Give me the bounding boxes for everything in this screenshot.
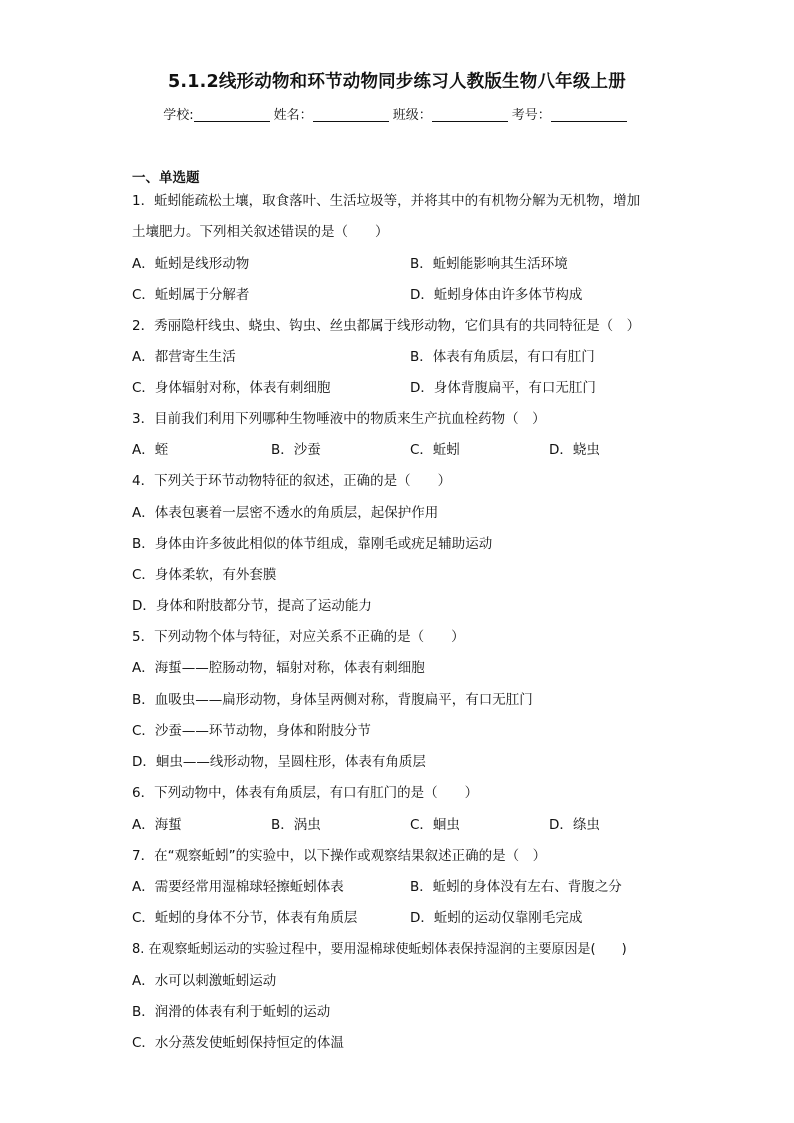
question-6-option-a[interactable]: A．海蜇: [132, 817, 182, 833]
question-4-option-d[interactable]: D．身体和附肢都分节，提高了运动能力: [132, 598, 372, 614]
question-2-stem: 2．秀丽隐杆线虫、蛲虫、钩虫、丝虫都属于线形动物，它们具有的共同特征是（ ）: [132, 318, 641, 334]
school-label: 学校:: [163, 108, 194, 123]
question-2-option-c[interactable]: C．身体辐射对称，体表有刺细胞: [132, 380, 331, 396]
question-1-option-a[interactable]: A．蚯蚓是线形动物: [132, 256, 250, 272]
question-2-option-b[interactable]: B．体表有角质层，有口有肛门: [410, 349, 595, 365]
question-1-stem-line2: 土壤肥力。下列相关叙述错误的是（ ）: [132, 224, 389, 240]
section-heading: 一、单选题: [132, 170, 200, 186]
question-7-option-a[interactable]: A．需要经常用湿棉球轻擦蚯蚓体表: [132, 879, 344, 895]
question-5-stem: 5．下列动物个体与特征，对应关系不正确的是（ ）: [132, 629, 465, 645]
question-3-option-b[interactable]: B．沙蚕: [271, 442, 321, 458]
name-blank[interactable]: [313, 107, 389, 122]
exam-number-label: 考号：: [511, 108, 551, 123]
question-1-option-c[interactable]: C．蚯蚓属于分解者: [132, 287, 250, 303]
question-8-stem: 8. 在观察蚯蚓运动的实验过程中，要用湿棉球使蚯蚓体表保持湿润的主要原因是( ): [132, 942, 627, 957]
exam-number-blank[interactable]: [551, 107, 627, 122]
question-5-option-a[interactable]: A．海蜇——腔肠动物，辐射对称，体表有刺细胞: [132, 660, 425, 676]
question-3-option-d[interactable]: D．蛲虫: [549, 442, 600, 458]
question-2-option-d[interactable]: D．身体背腹扁平，有口无肛门: [410, 380, 596, 396]
question-5-option-c[interactable]: C．沙蚕——环节动物，身体和附肢分节: [132, 723, 371, 739]
question-3-stem: 3．目前我们利用下列哪种生物唾液中的物质来生产抗血栓药物（ ）: [132, 411, 546, 427]
question-3-option-a[interactable]: A．蛭: [132, 442, 169, 458]
question-2-option-a[interactable]: A．都营寄生生活: [132, 349, 236, 365]
class-blank[interactable]: [432, 107, 508, 122]
question-7-option-d[interactable]: D．蚯蚓的运动仅靠刚毛完成: [410, 910, 583, 926]
student-info-line: [0, 104, 794, 123]
question-1-option-d[interactable]: D．蚯蚓身体由许多体节构成: [410, 287, 583, 303]
page-title: 5.1.2线形动物和环节动物同步练习人教版生物八年级上册: [168, 72, 626, 92]
question-6-option-d[interactable]: D．绦虫: [549, 817, 600, 833]
question-8-option-b[interactable]: B．润滑的体表有利于蚯蚓的运动: [132, 1004, 331, 1020]
question-5-option-b[interactable]: B．血吸虫——扁形动物，身体呈两侧对称，背腹扁平，有口无肛门: [132, 692, 533, 708]
question-4-option-c[interactable]: C．身体柔软，有外套膜: [132, 567, 277, 583]
question-1-stem-line1: 1．蚯蚓能疏松土壤，取食落叶、生活垃圾等，并将其中的有机物分解为无机物，增加: [132, 193, 641, 209]
name-label: 姓名：: [273, 108, 313, 123]
question-7-stem: 7．在“观察蚯蚓”的实验中，以下操作或观察结果叙述正确的是（ ）: [132, 848, 547, 864]
question-4-option-a[interactable]: A．体表包裹着一层密不透水的角质层，起保护作用: [132, 505, 439, 521]
question-5-option-d[interactable]: D．蛔虫——线形动物，呈圆柱形，体表有角质层: [132, 754, 426, 770]
question-8-option-a[interactable]: A．水可以刺激蚯蚓运动: [132, 973, 277, 989]
question-7-option-b[interactable]: B．蚯蚓的身体没有左右、背腹之分: [410, 879, 622, 895]
question-3-option-c[interactable]: C．蚯蚓: [410, 442, 460, 458]
question-6-stem: 6．下列动物中，体表有角质层，有口有肛门的是（ ）: [132, 785, 479, 801]
question-1-option-b[interactable]: B．蚯蚓能影响其生活环境: [410, 256, 568, 272]
question-6-option-c[interactable]: C．蛔虫: [410, 817, 460, 833]
school-blank[interactable]: [194, 107, 270, 122]
class-label: 班级：: [392, 108, 432, 123]
question-7-option-c[interactable]: C．蚯蚓的身体不分节，体表有角质层: [132, 910, 358, 926]
question-4-stem: 4．下列关于环节动物特征的叙述，正确的是（ ）: [132, 473, 452, 489]
question-4-option-b[interactable]: B．身体由许多彼此相似的体节组成，靠刚毛或疣足辅助运动: [132, 536, 493, 552]
question-6-option-b[interactable]: B．涡虫: [271, 817, 321, 833]
question-8-option-c[interactable]: C．水分蒸发使蚯蚓保持恒定的体温: [132, 1035, 344, 1051]
